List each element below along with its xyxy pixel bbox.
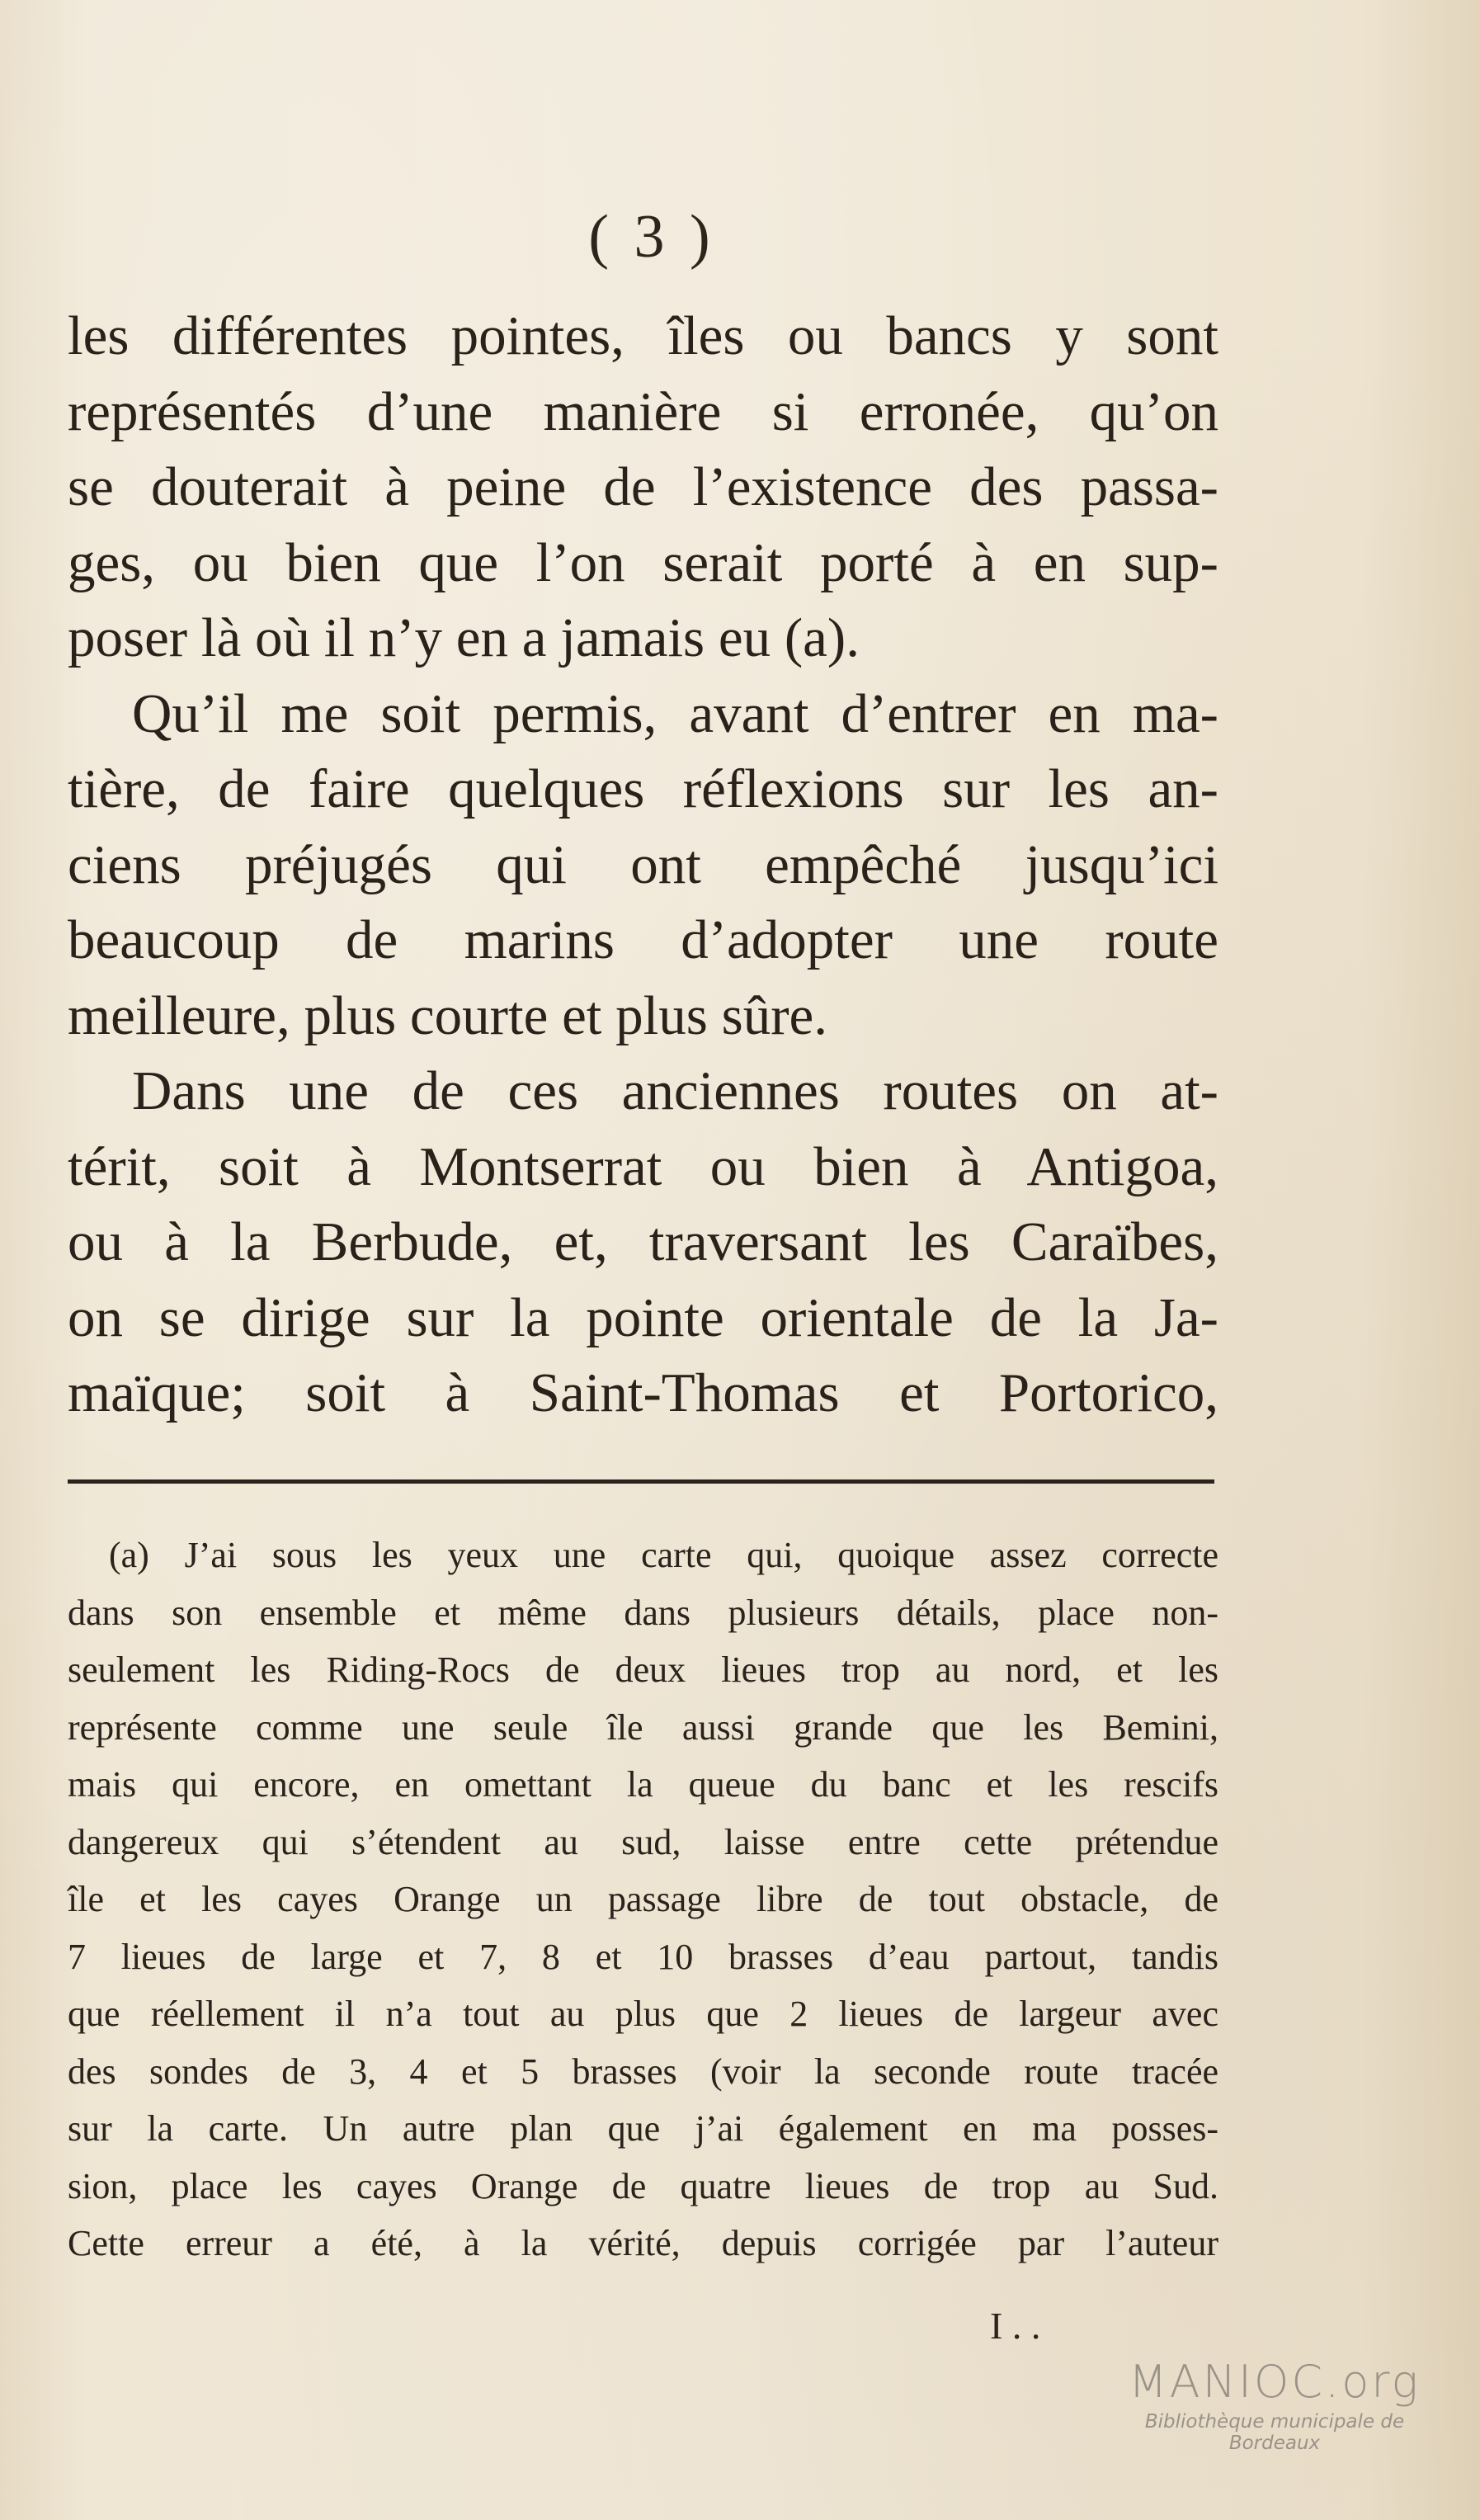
text-line: les différentes pointes, îles ou bancs y sont (68, 305, 1218, 366)
footnote-line: Cette erreur a été, à la vérité, depuis corrigée par l’auteur (68, 2223, 1218, 2263)
watermark-subtitle: Bibliothèque municipale de Bordeaux (1144, 2411, 1405, 2454)
footnote-line: (a) J’ai sous les yeux une carte qui, quoique assez correcte (109, 1535, 1218, 1575)
text-line: Dans une de ces anciennes routes on at- (132, 1060, 1218, 1121)
text-line: ges, ou bien que l’on serait porté à en sup- (68, 531, 1218, 593)
text-line: meilleure, plus courte et plus sûre. (68, 984, 827, 1046)
printer-signature-mark: I . . (990, 2305, 1041, 2347)
footnote-line: des sondes de 3, 4 et 5 brasses (voir la seconde route tracée (68, 2050, 1218, 2092)
footnote-line: 7 lieues de large et 7, 8 et 10 brasses d’eau partout, tandis (68, 1936, 1218, 1977)
page-number: ( 3 ) (588, 203, 715, 271)
text-line: tière, de faire quelques réflexions sur les an- (68, 758, 1218, 819)
text-line: ou à la Berbude, et, traversant les Caraïbes, (68, 1211, 1218, 1272)
text-line: térit, soit à Montserrat ou bien à Antigoa, (68, 1135, 1218, 1197)
library-watermark (1097, 2356, 1452, 2454)
footnote-block (68, 1527, 1218, 2272)
text-line: Qu’il me soit permis, avant d’entrer en ma- (132, 682, 1218, 744)
footnote-line: île et les cayes Orange un passage libre de tout obstacle, de (68, 1879, 1218, 1919)
footnote-line: seulement les Riding-Rocs de deux lieues trop au nord, et les (68, 1649, 1218, 1690)
footnote-line: sion, place les cayes Orange de quatre lieues de trop au Sud. (68, 2165, 1218, 2206)
manioc-logo: MANIOC.org (1129, 2356, 1421, 2408)
text-line: ciens préjugés qui ont empêché jusqu’ici (68, 833, 1218, 895)
text-line: représentés d’une manière si erronée, qu’on (68, 380, 1218, 442)
footnote-line: dangereux qui s’étendent au sud, laisse entre cette prétendue (68, 1821, 1218, 1862)
main-text-block (68, 299, 1218, 1432)
text-line: on se dirige sur la pointe orientale de la Ja- (68, 1286, 1218, 1348)
footnote-line: sur la carte. Un autre plan que j’ai également en ma posses- (68, 2108, 1218, 2149)
footnote-line: que réellement il n’a tout au plus que 2 lieues de largeur avec (68, 1994, 1218, 2034)
footnote-line: représente comme une seule île aussi grande que les Bemini, (68, 1706, 1218, 1748)
footnote-divider (68, 1479, 1214, 1484)
text-line: beaucoup de marins d’adopter une route (68, 909, 1218, 970)
text-line: se douterait à peine de l’existence des passa- (68, 456, 1218, 517)
footnote-line: dans son ensemble et même dans plusieurs détails, place non- (68, 1592, 1218, 1633)
footnote-line: mais qui encore, en omettant la queue du banc et les rescifs (68, 1764, 1218, 1805)
text-line: poser là où il n’y en a jamais eu (a). (68, 607, 860, 668)
text-line: maïque; soit à Saint-Thomas et Portorico, (68, 1362, 1218, 1423)
